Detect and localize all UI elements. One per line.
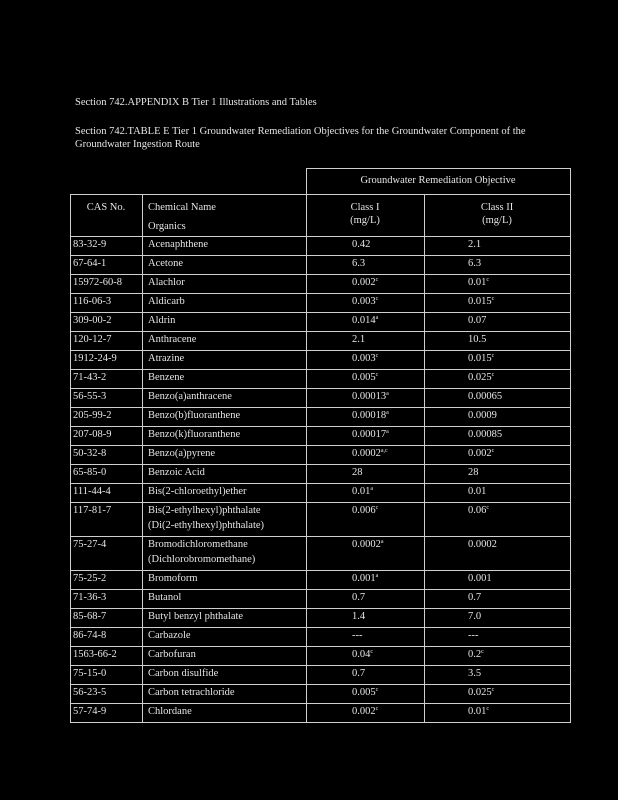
cas-number-cell: 71-43-2 <box>73 372 107 383</box>
cas-number-cell: 116-06-3 <box>73 296 112 307</box>
class-2-value-cell: 0.7 <box>468 592 482 603</box>
class-1-value-cell: 0.014$^a$ <box>352 315 379 326</box>
class-1-value-cell: 0.7 <box>352 592 366 603</box>
row-divider <box>70 293 570 294</box>
cas-number-cell: 111-44-4 <box>73 486 111 497</box>
class-1-value-cell: 0.002$^c$ <box>352 706 379 717</box>
chemical-name-cell: Butanol <box>148 592 182 603</box>
cas-number-cell: 56-23-5 <box>73 687 107 698</box>
row-divider <box>70 350 570 351</box>
class-2-value-cell: 0.07 <box>468 315 487 326</box>
class-2-value-cell: 0.002$^c$ <box>468 448 495 459</box>
chemical-name-cell: Carbon tetrachloride <box>148 687 235 698</box>
chemical-name-cell: Bromoform <box>148 573 198 584</box>
class-2-value-cell: 0.01$^c$ <box>468 706 490 717</box>
cas-number-cell: 75-25-2 <box>73 573 107 584</box>
chemical-name-cell: Benzo(a)pyrene <box>148 448 216 459</box>
row-divider <box>70 426 570 427</box>
header-chemical-name: Chemical Name <box>148 202 216 213</box>
class-2-value-cell: 0.015$^c$ <box>468 353 495 364</box>
row-divider <box>70 627 570 628</box>
chemical-name-cell: Benzo(b)fluoranthene <box>148 410 241 421</box>
row-divider <box>70 483 570 484</box>
cas-number-cell: 86-74-8 <box>73 630 107 641</box>
class-1-value-cell: 28 <box>352 467 363 478</box>
cas-number-cell: 57-74-9 <box>73 706 107 717</box>
class-1-value-cell: 0.0002$^{a,c}$ <box>352 448 388 459</box>
cas-number-cell: 65-85-0 <box>73 467 107 478</box>
row-divider <box>70 255 570 256</box>
chemical-name-cell: Chlordane <box>148 706 192 717</box>
class-2-value-cell: 0.01$^c$ <box>468 277 490 288</box>
row-divider <box>70 464 570 465</box>
cas-number-cell: 1912-24-9 <box>73 353 117 364</box>
chemical-name-cell: Acenaphthene <box>148 239 209 250</box>
chemical-name-cell: Carbazole <box>148 630 191 641</box>
chemical-name-cell: Bromodichloromethane <box>148 539 248 550</box>
chemical-alt-name-cell: (Di(2-ethylhexyl)phthalate) <box>148 520 265 531</box>
cas-number-cell: 117-81-7 <box>73 505 112 516</box>
header-class-1-unit: (mg/L) <box>350 215 380 226</box>
row-divider <box>70 608 570 609</box>
class-1-value-cell: 0.00017$^a$ <box>352 429 389 440</box>
chemical-name-cell: Butyl benzyl phthalate <box>148 611 244 622</box>
chemical-name-cell: Benzo(a)anthracene <box>148 391 232 402</box>
class-2-value-cell: 0.00065 <box>468 391 503 402</box>
cas-number-cell: 205-99-2 <box>73 410 112 421</box>
chemical-name-cell: Carbofuran <box>148 649 196 660</box>
group-border-top <box>306 168 570 169</box>
cas-number-cell: 67-64-1 <box>73 258 107 269</box>
section-heading: Section 742.APPENDIX B Tier 1 Illustrations and Tables <box>75 97 317 108</box>
chemical-name-cell: Bis(2-chloroethyl)ether <box>148 486 247 497</box>
class-2-value-cell: 0.06$^c$ <box>468 505 490 516</box>
row-divider <box>70 722 570 723</box>
chemical-name-cell: Aldicarb <box>148 296 185 307</box>
row-divider <box>70 274 570 275</box>
class-2-value-cell: 28 <box>468 467 479 478</box>
header-organics: Organics <box>148 221 186 232</box>
header-class-2: Class II <box>480 202 514 213</box>
class-1-value-cell: 0.003$^c$ <box>352 353 379 364</box>
chemical-name-cell: Bis(2-ethylhexyl)phthalate <box>148 505 261 516</box>
class-2-value-cell: 0.025$^c$ <box>468 687 495 698</box>
cas-number-cell: 85-68-7 <box>73 611 107 622</box>
class-2-value-cell: 3.5 <box>468 668 482 679</box>
class-2-value-cell: 0.2$^c$ <box>468 649 484 660</box>
class-2-value-cell: 10.5 <box>468 334 487 345</box>
cas-number-cell: 309-00-2 <box>73 315 112 326</box>
class-2-value-cell: 6.3 <box>468 258 482 269</box>
class-2-value-cell: 2.1 <box>468 239 482 250</box>
chemical-name-cell: Acetone <box>148 258 183 269</box>
header-cas-no: CAS No. <box>86 202 126 213</box>
cas-number-cell: 120-12-7 <box>73 334 112 345</box>
class-1-value-cell: 0.04$^c$ <box>352 649 374 660</box>
class-1-value-cell: 1.4 <box>352 611 366 622</box>
class-1-value-cell: --- <box>352 630 363 641</box>
row-divider <box>70 589 570 590</box>
class-2-value-cell: 0.001 <box>468 573 492 584</box>
chemical-name-cell: Benzene <box>148 372 185 383</box>
class-1-value-cell: 0.00018$^a$ <box>352 410 389 421</box>
header-bottom-line <box>70 236 570 237</box>
class-1-value-cell: 0.005$^c$ <box>352 687 379 698</box>
class-1-value-cell: 0.00013$^a$ <box>352 391 389 402</box>
class-1-value-cell: 0.0002$^a$ <box>352 539 384 550</box>
chemical-name-cell: Benzo(k)fluoranthene <box>148 429 241 440</box>
chemical-name-cell: Aldrin <box>148 315 176 326</box>
row-divider <box>70 665 570 666</box>
chemical-name-cell: Anthracene <box>148 334 197 345</box>
class-1-value-cell: 0.006$^c$ <box>352 505 379 516</box>
cas-number-cell: 75-15-0 <box>73 668 107 679</box>
class-1-value-cell: 0.001$^a$ <box>352 573 379 584</box>
cas-number-cell: 1563-66-2 <box>73 649 117 660</box>
row-divider <box>70 646 570 647</box>
class-1-value-cell: 0.7 <box>352 668 366 679</box>
class-1-value-cell: 0.01$^a$ <box>352 486 374 497</box>
chemical-name-cell: Atrazine <box>148 353 185 364</box>
row-divider <box>70 570 570 571</box>
class-2-value-cell: 7.0 <box>468 611 482 622</box>
header-top-line <box>70 194 570 195</box>
cas-number-cell: 75-27-4 <box>73 539 107 550</box>
cas-number-cell: 50-32-8 <box>73 448 107 459</box>
row-divider <box>70 703 570 704</box>
class-2-value-cell: 0.01 <box>468 486 487 497</box>
cas-number-cell: 56-55-3 <box>73 391 107 402</box>
class-1-value-cell: 0.42 <box>352 239 371 250</box>
row-divider <box>70 388 570 389</box>
group-header: Groundwater Remediation Objective <box>360 175 516 186</box>
class-2-value-cell: --- <box>468 630 479 641</box>
chemical-name-cell: Benzoic Acid <box>148 467 205 478</box>
class-2-value-cell: 0.0002 <box>468 539 497 550</box>
row-divider <box>70 536 570 537</box>
chemical-name-cell: Alachlor <box>148 277 185 288</box>
row-divider <box>70 445 570 446</box>
table-border-right <box>570 168 571 723</box>
cas-number-cell: 83-32-9 <box>73 239 107 250</box>
class-1-value-cell: 0.002$^c$ <box>352 277 379 288</box>
class-2-value-cell: 0.0009 <box>468 410 497 421</box>
class-2-value-cell: 0.015$^c$ <box>468 296 495 307</box>
table-title: Section 742.TABLE E Tier 1 Groundwater Remediation Objectives for the Groundwater Component of the Groundwater Ingestion Route <box>75 126 526 150</box>
class-2-value-cell: 0.025$^c$ <box>468 372 495 383</box>
class-2-value-cell: 0.00085 <box>468 429 503 440</box>
row-divider <box>70 502 570 503</box>
row-divider <box>70 684 570 685</box>
cas-number-cell: 15972-60-8 <box>73 277 122 288</box>
class-1-value-cell: 0.005$^c$ <box>352 372 379 383</box>
class-1-value-cell: 2.1 <box>352 334 366 345</box>
class-1-value-cell: 0.003$^c$ <box>352 296 379 307</box>
row-divider <box>70 369 570 370</box>
row-divider <box>70 312 570 313</box>
chemical-name-cell: Carbon disulfide <box>148 668 219 679</box>
cas-number-cell: 207-08-9 <box>73 429 112 440</box>
cas-number-cell: 71-36-3 <box>73 592 107 603</box>
chemical-alt-name-cell: (Dichlorobromomethane) <box>148 554 256 565</box>
class-1-value-cell: 6.3 <box>352 258 366 269</box>
header-class-1: Class I <box>350 202 380 213</box>
header-class-2-unit: (mg/L) <box>482 215 512 226</box>
row-divider <box>70 407 570 408</box>
row-divider <box>70 331 570 332</box>
